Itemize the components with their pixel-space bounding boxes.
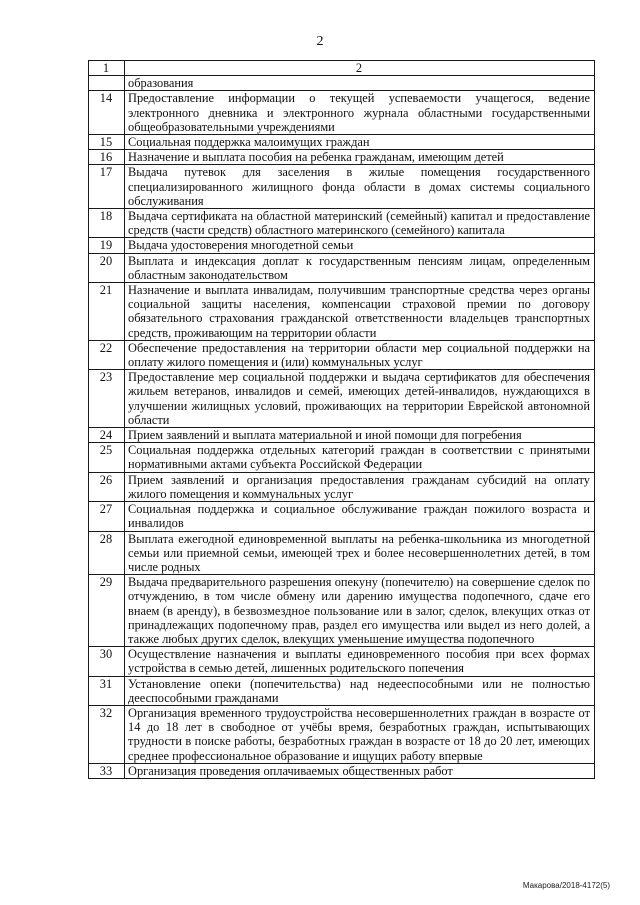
row-number: [89, 76, 125, 91]
row-service-text: Социальная поддержка малоимущих граждан: [125, 135, 595, 150]
row-number: 33: [89, 763, 125, 778]
table-body: [89, 76, 595, 779]
row-number: 26: [89, 472, 125, 501]
row-service-text: Назначение и выплата инвалидам, получившим транспортные средства через органы социальной защиты населения, компенсации страховой премии по договору обязательного страхования гражданской ответственности владельцев транспортных средств, проживающим на территории области: [125, 283, 595, 341]
table-row: [89, 443, 595, 472]
row-service-text: Установление опеки (попечительства) над недееспособными или не полностью дееспособными гражданами: [125, 676, 595, 705]
table-row: [89, 165, 595, 209]
table-row: [89, 253, 595, 282]
table-row: [89, 91, 595, 135]
row-number: 15: [89, 135, 125, 150]
row-number: 31: [89, 676, 125, 705]
row-service-text: Выдача сертификата на областной материнский (семейный) капитал и предоставление средств (части средств) областного материнского (семейного) капитала: [125, 209, 595, 238]
table-row: [89, 76, 595, 91]
table-row: [89, 647, 595, 676]
row-service-text: Организация временного трудоустройства несовершеннолетних граждан в возрасте от 14 до 18 лет в свободное от учёбы время, безработных граждан, испытывающих трудности в поиске работы, безработных граждан в возрасте от 18 до 20 лет, имеющих среднее профессиональное образование и ищущих работу впервые: [125, 705, 595, 763]
table-row: [89, 705, 595, 763]
table-row: [89, 150, 595, 165]
row-service-text: образования: [125, 76, 595, 91]
row-number: 22: [89, 340, 125, 369]
row-number: 20: [89, 253, 125, 282]
row-service-text: Прием заявлений и выплата материальной и иной помощи для погребения: [125, 428, 595, 443]
column-header-service: 2: [125, 61, 595, 76]
row-number: 28: [89, 531, 125, 575]
table-row: [89, 531, 595, 575]
row-service-text: Обеспечение предоставления на территории области мер социальной поддержки на оплату жилого помещения и (или) коммунальных услуг: [125, 340, 595, 369]
row-service-text: Осуществление назначения и выплаты единовременного пособия при всех формах устройства в семью детей, лишенных родительского попечения: [125, 647, 595, 676]
page-number: 2: [316, 34, 324, 49]
table-row: [89, 135, 595, 150]
table-row: [89, 238, 595, 253]
row-service-text: Предоставление мер социальной поддержки и выдача сертификатов для обеспечения жильем ветеранов, инвалидов и семей, имеющих детей-инвалидов, нуждающихся в улучшении жилищных условий, проживающих на территории Еврейской автономной области: [125, 370, 595, 428]
row-service-text: Социальная поддержка отдельных категорий граждан в соответствии с принятыми нормативными актами субъекта Российской Федерации: [125, 443, 595, 472]
table-header-row: [89, 61, 595, 76]
table-row: [89, 472, 595, 501]
row-service-text: Выплата и индексация доплат к государственным пенсиям лицам, определенным областным законодательством: [125, 253, 595, 282]
table-row: [89, 428, 595, 443]
table-row: [89, 575, 595, 647]
row-number: 29: [89, 575, 125, 647]
row-service-text: Прием заявлений и организация предоставления гражданам субсидий на оплату жилого помещения и коммунальных услуг: [125, 472, 595, 501]
row-number: 32: [89, 705, 125, 763]
row-number: 16: [89, 150, 125, 165]
row-service-text: Предоставление информации о текущей успеваемости учащегося, ведение электронного дневника и электронного журнала областными государственными общеобразовательными учреждениями: [125, 91, 595, 135]
row-number: 19: [89, 238, 125, 253]
row-service-text: Назначение и выплата пособия на ребенка гражданам, имеющим детей: [125, 150, 595, 165]
row-service-text: Социальная поддержка и социальное обслуживание граждан пожилого возраста и инвалидов: [125, 502, 595, 531]
row-number: 23: [89, 370, 125, 428]
row-number: 14: [89, 91, 125, 135]
row-number: 25: [89, 443, 125, 472]
services-table: [88, 60, 595, 779]
table-row: [89, 763, 595, 778]
row-service-text: Выдача путевок для заселения в жилые помещения государственного специализированного жилищного фонда области в домах системы социального обслуживания: [125, 165, 595, 209]
table-row: [89, 370, 595, 428]
row-number: 17: [89, 165, 125, 209]
row-number: 27: [89, 502, 125, 531]
column-header-number: 1: [89, 61, 125, 76]
row-number: 18: [89, 209, 125, 238]
row-number: 24: [89, 428, 125, 443]
document-code: Макарова/2018-4172(5): [522, 881, 610, 890]
table-row: [89, 676, 595, 705]
table-row: [89, 283, 595, 341]
row-number: 30: [89, 647, 125, 676]
row-service-text: Выдача удостоверения многодетной семьи: [125, 238, 595, 253]
row-number: 21: [89, 283, 125, 341]
table-row: [89, 209, 595, 238]
row-service-text: Организация проведения оплачиваемых общественных работ: [125, 763, 595, 778]
row-service-text: Выдача предварительного разрешения опекуну (попечителю) на совершение сделок по отчуждению, в том числе обмену или дарению имущества подопечного, сдаче его внаем (в аренду), в безвозмездное пользование или в залог, сделок, влекущих отказ от принадлежащих подопечному прав, раздел его имущества или выдел из него долей, а также любых других сделок, влекущих уменьшение имущества подопечного: [125, 575, 595, 647]
table-row: [89, 502, 595, 531]
row-service-text: Выплата ежегодной единовременной выплаты на ребенка-школьника из многодетной семьи или приемной семьи, имеющей трех и более несовершеннолетних детей, в том числе родных: [125, 531, 595, 575]
table-row: [89, 340, 595, 369]
